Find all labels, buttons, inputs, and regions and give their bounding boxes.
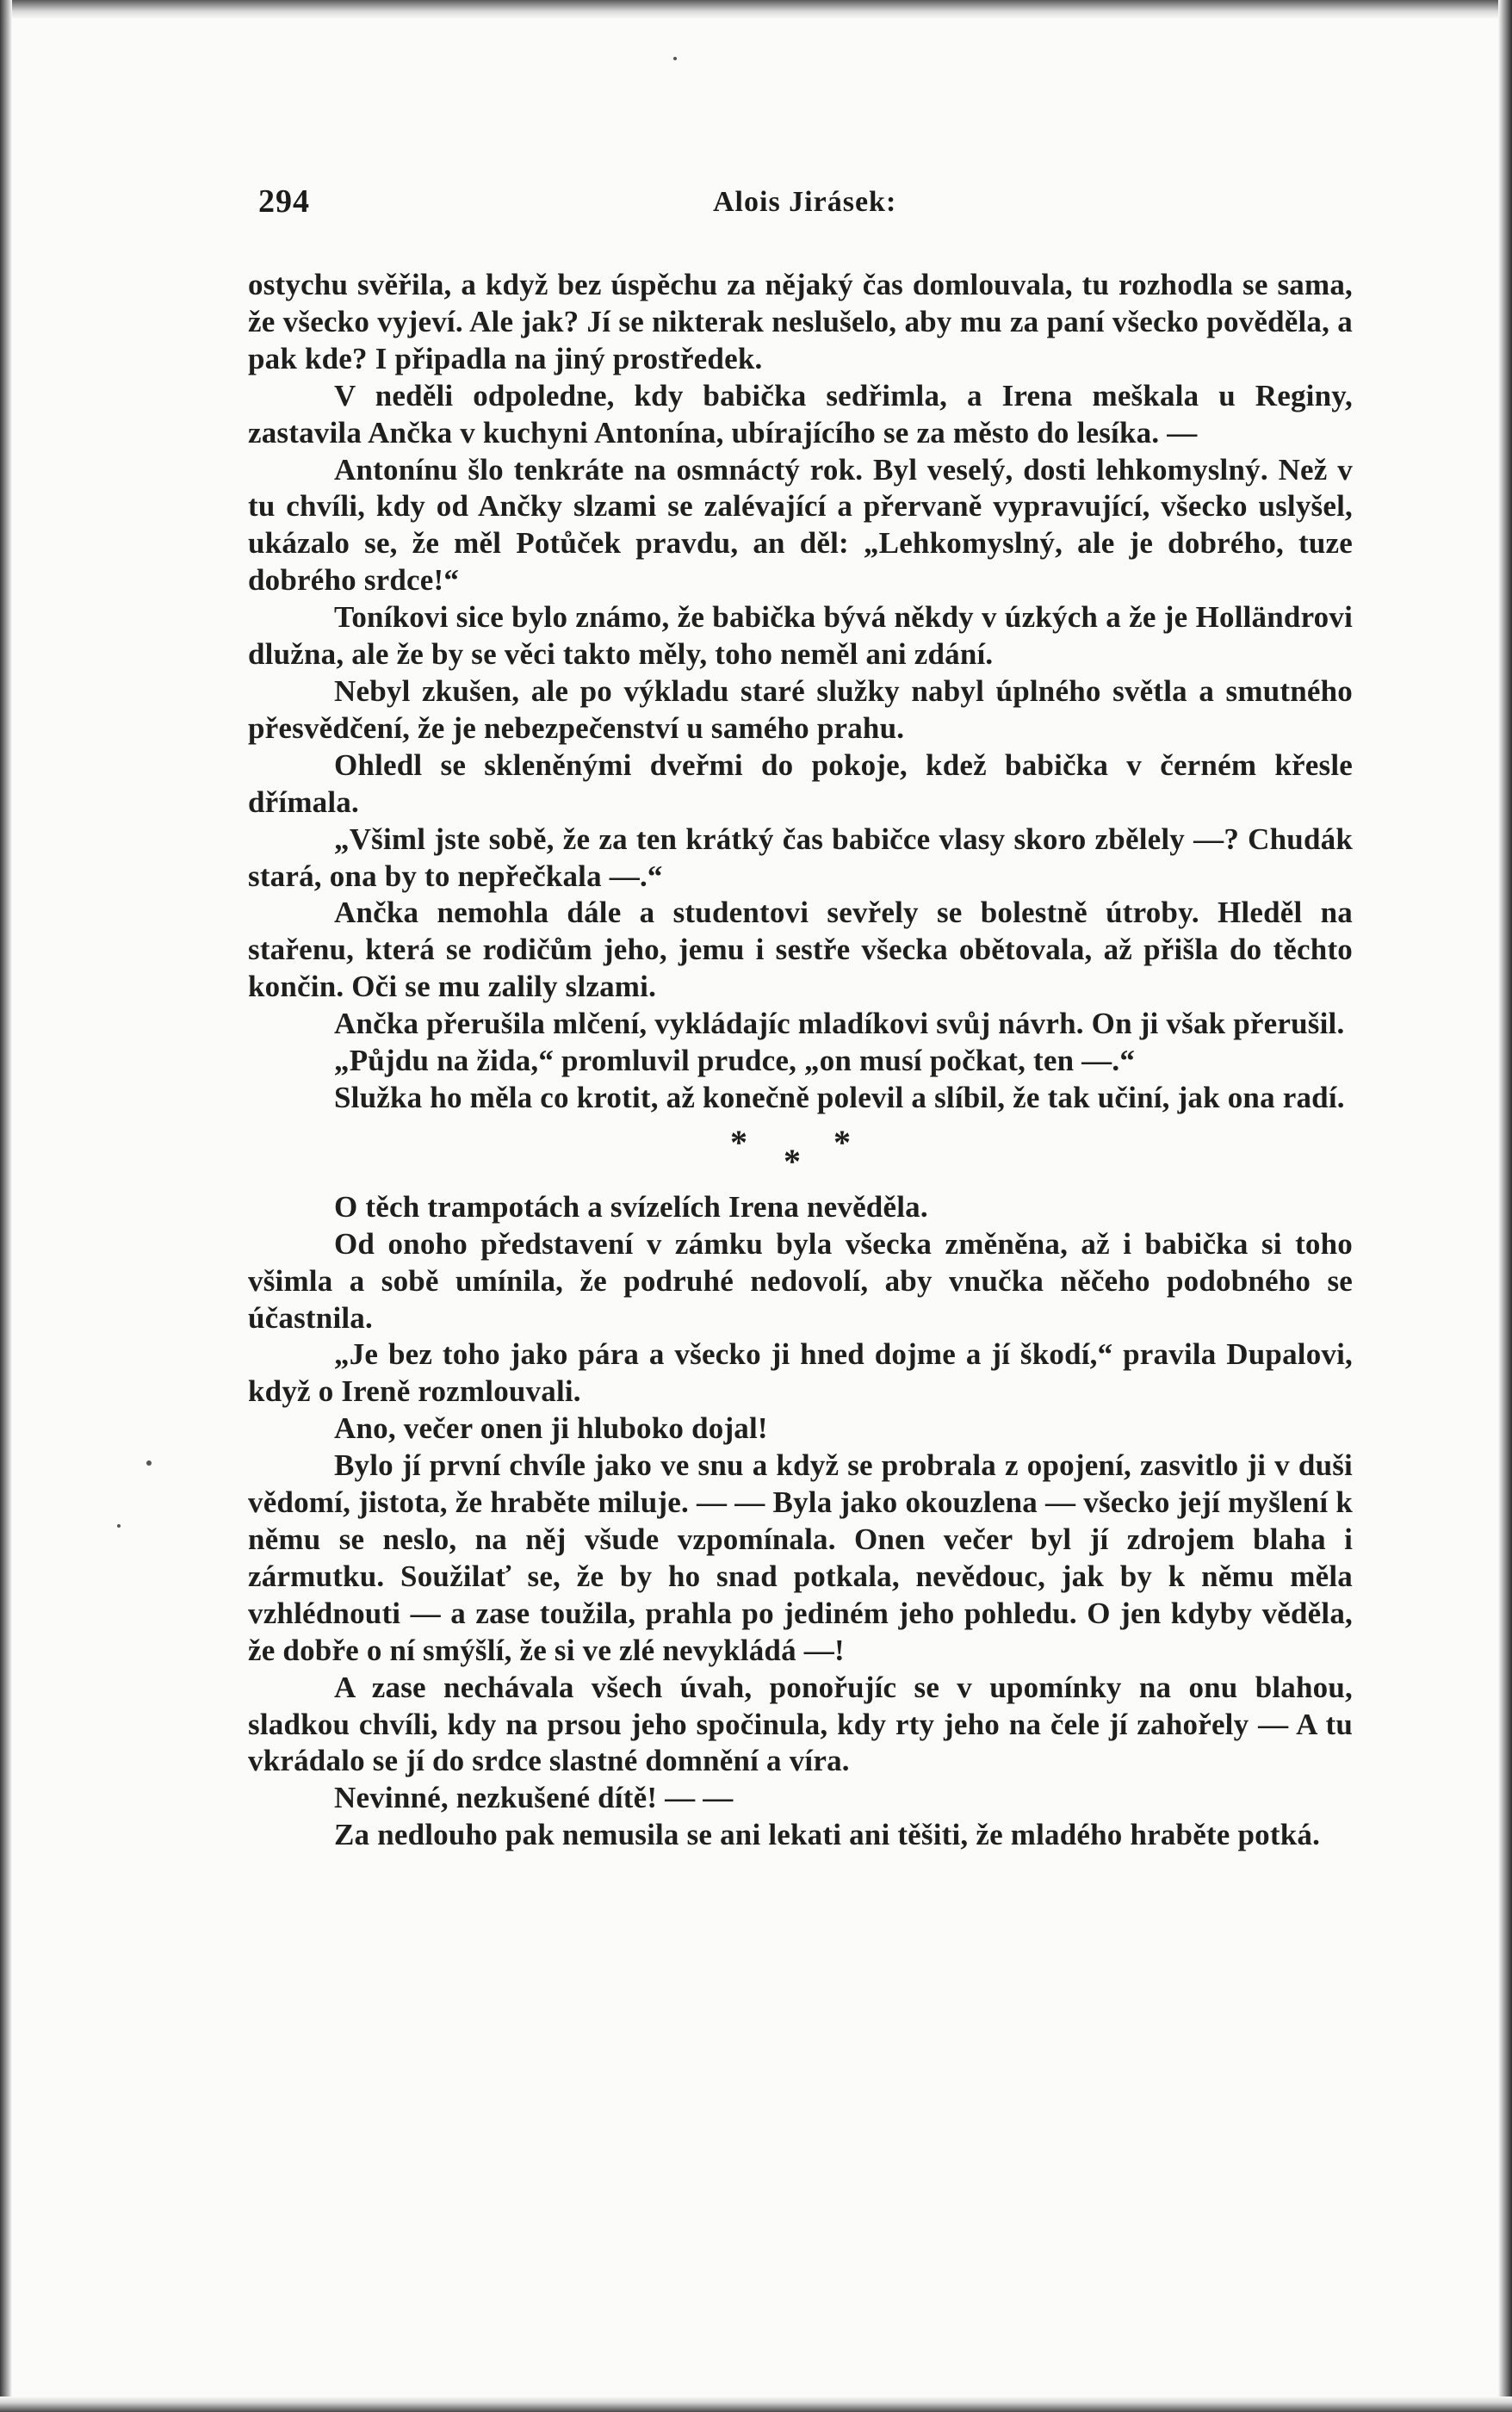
running-head: Alois Jirásek:: [713, 186, 897, 218]
paragraph: Ano, večer onen ji hluboko dojal!: [334, 1411, 768, 1446]
dust-speck: [117, 1524, 121, 1528]
paragraph: Služka ho měla co krotit, až konečně polevil a slíbil, že tak učiní, jak ona radí.: [334, 1080, 1345, 1114]
paragraph: Ohledl se skleněnými dveřmi do pokoje, kdež babička v černém křesle dřímala.: [248, 747, 1353, 819]
paragraph: V neděli odpoledne, kdy babička sedřimla, a Irena meškala u Reginy, zastavila Ančka v kuchyni Antonína, ubírajícího se za město do lesíka. —: [248, 378, 1353, 450]
paragraph: Za nedlouho pak nemusila se ani lekati ani těšiti, že mladého hraběte potká.: [334, 1818, 1321, 1852]
paragraph: Ančka nemohla dále a studentovi sevřely se bolestně útroby. Hleděl na stařenu, která se rodičům jeho, jemu i sestře všecka obětovala, až přišla do těchto končin. Oči se mu zalily slzami.: [248, 896, 1353, 1004]
paragraph: Od onoho představení v zámku byla všecka změněna, až i babička si toho všimla a sobě umínila, že podruhé nedovolí, aby vnučka něčeho podobného se účastnila.: [248, 1226, 1353, 1335]
body-text: [248, 267, 1353, 1854]
paragraph: O těch trampotách a svízelích Irena nevěděla.: [334, 1189, 928, 1224]
separator-star: *: [833, 1122, 851, 1162]
paragraph: A zase nechávala všech úvah, ponořujíc se v upomínky na onu blahou, sladkou chvíli, kdy na prsou jeho spočinula, kdy rty jeho na čele jí zahořely — A tu vkrádalo se jí do srdce slastné domnění a víra.: [248, 1670, 1353, 1778]
paragraph: Toníkovi sice bylo známo, že babička bývá někdy v úzkých a že je Holländrovi dlužna, ale že by se věci takto měly, toho neměl ani zdání.: [248, 600, 1353, 672]
scan-edge-top: [0, 0, 1512, 19]
section-separator: [248, 1117, 1353, 1189]
paragraph: „Půjdu na žida,“ promluvil prudce, „on musí počkat, ten —.“: [334, 1044, 1136, 1078]
dust-speck: [146, 1460, 152, 1466]
scan-edge-bottom: [0, 2396, 1512, 2412]
paragraph: „Všiml jste sobě, že za ten krátký čas babičce vlasy skoro zbělely —? Chudák stará, ona by to nepřečkala —.“: [248, 822, 1353, 893]
paragraph: ostychu svěřila, a když bez úspěchu za nějaký čas domlouvala, tu rozhodla se sama, že všecko vyjeví. Ale jak? Jí se nikterak neslušelo, aby mu za paní všecko pověděla, a pak kde? I připadla na jiný prostředek.: [248, 268, 1353, 375]
page-number: 294: [258, 183, 310, 220]
paragraph: Nebyl zkušen, ale po výkladu staré služky nabyl úplného světla a smutného přesvědčení, že je nebezpečenství u samého prahu.: [248, 673, 1353, 745]
paragraph: Nevinné, nezkušené dítě! — —: [334, 1781, 734, 1815]
paragraph: „Je bez toho jako pára a všecko ji hned dojme a jí škodí,“ pravila Dupalovi, když o Ireně rozmlouvali.: [248, 1337, 1353, 1409]
paragraph: Antonínu šlo tenkráte na osmnáctý rok. Byl veselý, dosti lehkomyslný. Než v tu chvíli, kdy od Ančky slzami se zalévající a přervaně vypravující, všecko uslyšel, ukázalo se, že měl Potůček pravdu, an děl: „Lehkomyslný, ale je dobrého, tuze dobrého srdce!“: [248, 452, 1353, 598]
separator-star: *: [784, 1141, 801, 1181]
paragraph: Ančka přerušila mlčení, vykládajíc mladíkovi svůj návrh. On ji však přerušil.: [334, 1007, 1345, 1041]
dust-speck: [673, 57, 677, 60]
paragraph: Bylo jí první chvíle jako ve snu a když se probrala z opojení, zasvitlo ji v duši vědomí, jistota, že hraběte miluje. — — Byla jako okouzlena — všecko její myšlení k němu se neslo, na něj všude vzpomínala. Onen večer byl jí zdrojem blaha i zármutku. Soužilať se, že by ho snad potkala, nevědouc, jak by k němu měla vzhlédnouti — a zase toužila, prahla po jediném jeho pohledu. O jen kdyby věděla, že dobře o ní smýšlí, že si ve zlé nevykládá —!: [248, 1448, 1353, 1667]
scan-edge-right: [1498, 0, 1512, 2412]
separator-star: *: [730, 1122, 747, 1162]
scan-edge-left: [0, 0, 12, 2412]
page-header: [248, 183, 1353, 226]
